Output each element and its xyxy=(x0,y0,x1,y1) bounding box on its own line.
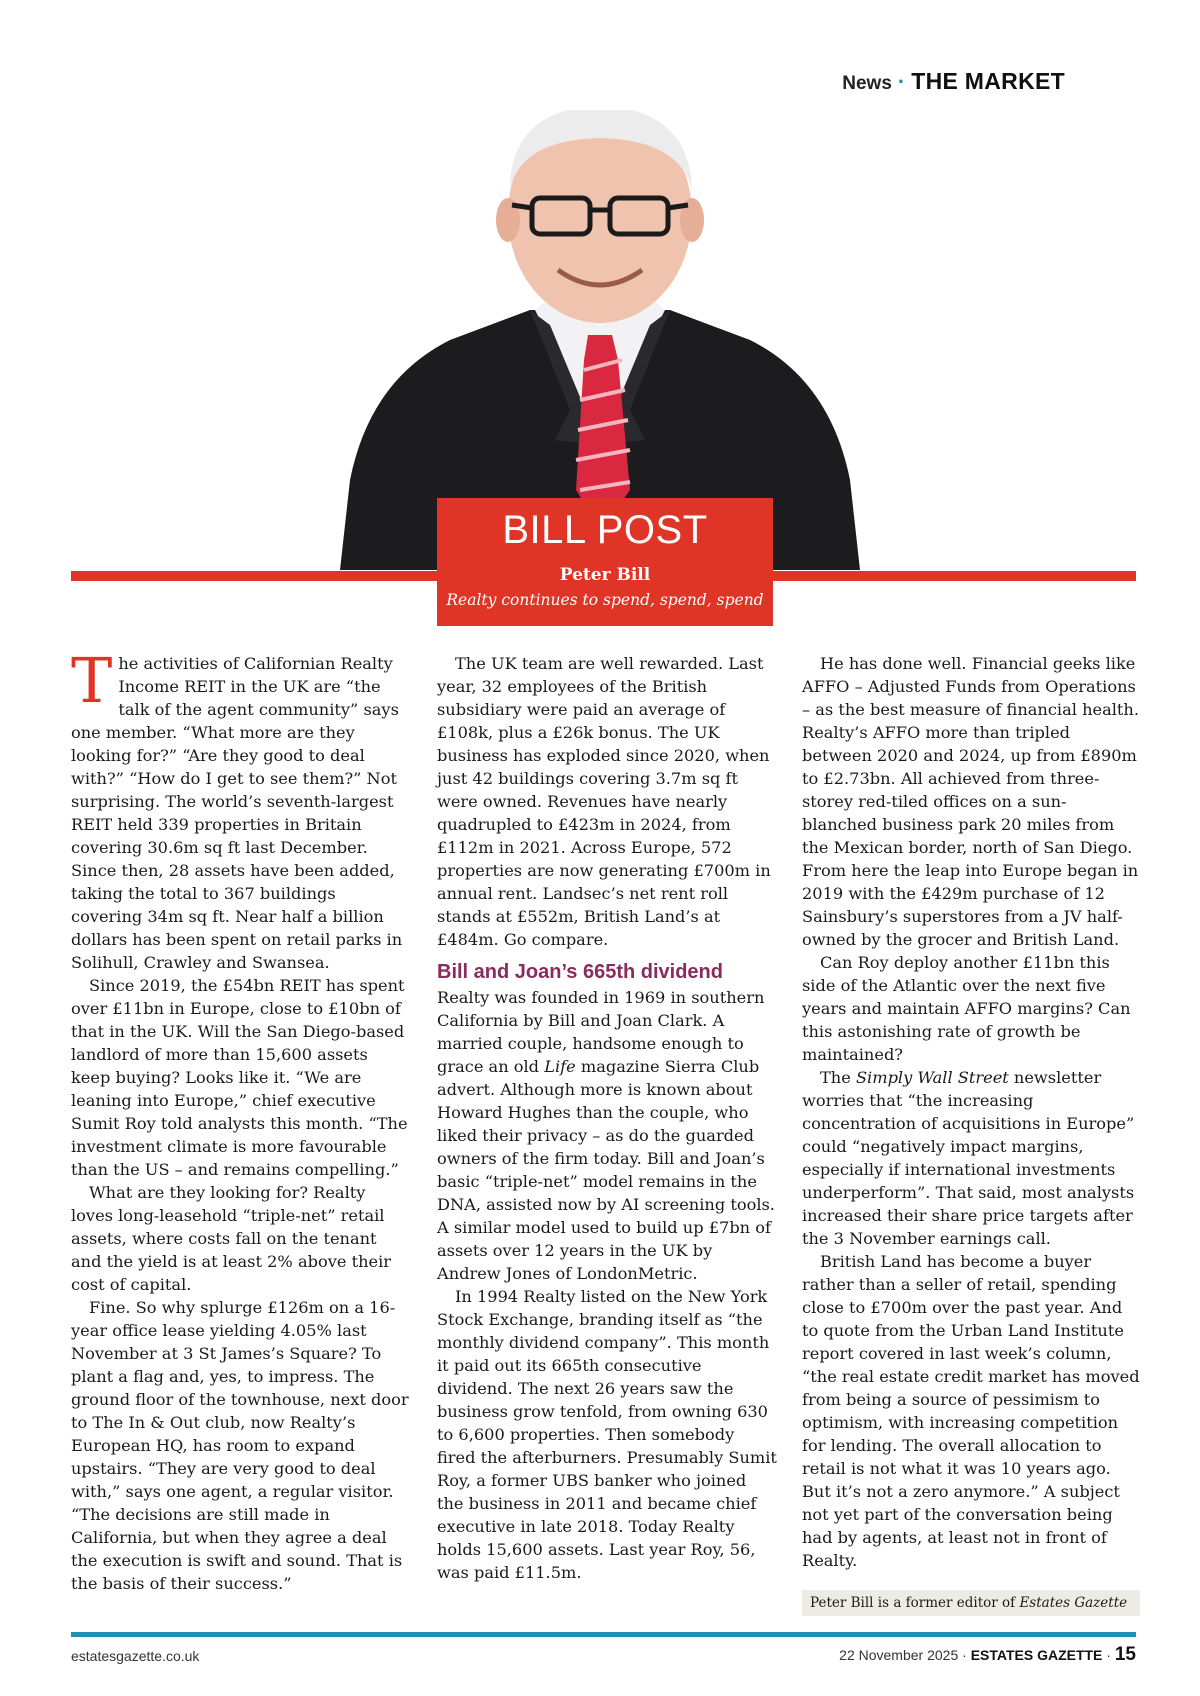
paragraph: The UK team are well rewarded. Last year, 32 employees of the British subsidiary were paid an average of £108k, plus a £26k bonus. The UK business has exploded since 2020, when just 42 buildings covering 3.7m sq ft were owned. Revenues have nearly quadrupled to £423m in 2024, from £112m in 2021. Across Europe, 572 properties are now generating £700m in annual rent. Landsec’s net rent roll stands at £552m, British Land’s at £484m. Go compare. xyxy=(437,654,771,949)
column-label: BILL POST xyxy=(502,508,708,552)
footer-url: estatesgazette.co.uk xyxy=(71,1648,200,1664)
publication-name: ESTATES GAZETTE xyxy=(970,1647,1103,1663)
page-header xyxy=(842,68,1065,95)
footer-rule xyxy=(71,1632,1136,1637)
header-section: THE MARKET xyxy=(911,68,1065,94)
article-column-3 xyxy=(802,652,1140,1616)
page-number: 15 xyxy=(1114,1644,1136,1665)
footer-folio: 22 November 2025 · ESTATES GAZETTE · 15 xyxy=(839,1644,1136,1665)
article-column-2 xyxy=(437,652,777,1584)
column-title-box xyxy=(437,498,773,626)
article-column-1 xyxy=(71,644,411,1595)
paragraph: What are they looking for? Realty loves long-leasehold “triple-net” retail assets, where costs fall on the tenant and the yield is at least 2% above their cost of capital. xyxy=(71,1183,392,1294)
drop-cap: T xyxy=(71,644,113,717)
paragraph: British Land has become a buyer rather than a seller of retail, spending close to £700m over the past year. And to quote from the Urban Land Institute report covered in last week’s column, “the real estate credit market has moved from being a source of pessimism to optimism, with increasing competition for lending. The overall allocation to retail is not what it was 10 years ago. But it’s not a zero anymore.” A subject not yet part of the conversation being had by agents, at least not in front of Realty. xyxy=(802,1252,1140,1570)
byline: Peter Bill xyxy=(559,565,651,585)
paragraph: Realty was founded in 1969 in southern California by Bill and Joan Clark. A married couple, handsome enough to grace an old Life magazine Sierra Club advert. Although more is known about Howard Hughes than the couple, who liked their privacy – as do the guarded owners of the firm today. Bill and Joan’s basic “triple-net” model remains in the DNA, assisted now by AI screening tools. A similar model used to build up £7bn of assets over 12 years in the UK by Andrew Jones of LondonMetric. xyxy=(437,988,775,1283)
paragraph: Since 2019, the £54bn REIT has spent over £11bn in Europe, close to £10bn of that in the UK. Will the San Diego-based landlord of more than 15,600 assets keep buying? Looks like it. “We are leaning into Europe,” chief executive Sumit Roy told analysts this month. “The investment climate is more favourable than the US – and remains compelling.” xyxy=(71,976,408,1179)
issue-date: 22 November 2025 xyxy=(839,1647,959,1663)
paragraph: Fine. So why splurge £126m on a 16-year office lease yielding 4.05% last November at 3 St James’s Square? To plant a flag and, yes, to impress. The ground floor of the townhouse, next door to The In & Out club, now Realty’s European HQ, has room to expand upstairs. “They are very good to deal with,” says one agent, a regular visitor. “The decisions are still made in California, but when they agree a deal the execution is swift and sound. That is the basis of their success.” xyxy=(71,1298,409,1593)
paragraph: He has done well. Financial geeks like AFFO – Adjusted Funds from Operations – as the best measure of financial health. Realty’s AFFO more than tripled between 2020 and 2024, up from £890m to £2.73bn. All achieved from three-storey red-tiled offices on a sun-blanched business park 20 miles from the Mexican border, north of San Diego. From here the leap into Europe began in 2019 with the £429m purchase of 12 Sainsbury’s superstores from a JV half-owned by the grocer and British Land. xyxy=(802,654,1139,949)
paragraph: In 1994 Realty listed on the New York Stock Exchange, branding itself as “the monthly dividend company”. This month it paid out its 665th consecutive dividend. The next 26 years saw the business grow tenfold, from owning 630 to 6,600 properties. Then somebody fired the afterburners. Presumably Sumit Roy, a former UBS banker who joined the business in 2011 and became chief executive in late 2018. Today Realty holds 15,600 assets. Last year Roy, 56, was paid £11.5m. xyxy=(437,1287,777,1582)
header-separator: · xyxy=(897,69,906,94)
author-bio: Peter Bill is a former editor of Estates Gazette xyxy=(802,1590,1140,1616)
paragraph: Can Roy deploy another £11bn this side of the Atlantic over the next five years and maintain AFFO margins? Can this astonishing rate of growth be maintained? xyxy=(802,953,1131,1064)
paragraph: The activities of Californian Realty Income REIT in the UK are “the talk of the agent community” says one member. “What more are they looking for?” “Are they good to deal with?” “How do I get to see them?” Not surprising. The world’s seventh-largest REIT held 339 properties in Britain covering 30.6m sq ft last December. Since then, 28 assets have been added, taking the total to 367 buildings covering 34m sq ft. Near half a billion dollars has been spent on retail parks in Solihull, Crawley and Swansea. xyxy=(71,644,403,972)
standfirst: Realty continues to spend, spend, spend xyxy=(446,591,764,609)
subheading: Bill and Joan’s 665th dividend xyxy=(437,961,723,983)
header-news: News xyxy=(842,73,892,94)
paragraph: The Simply Wall Street newsletter worries that “the increasing concentration of acquisitions in Europe” could “negatively impact margins, especially if international investments underperform”. That said, most analysts increased their share price targets after the 3 November earnings call. xyxy=(802,1068,1135,1248)
